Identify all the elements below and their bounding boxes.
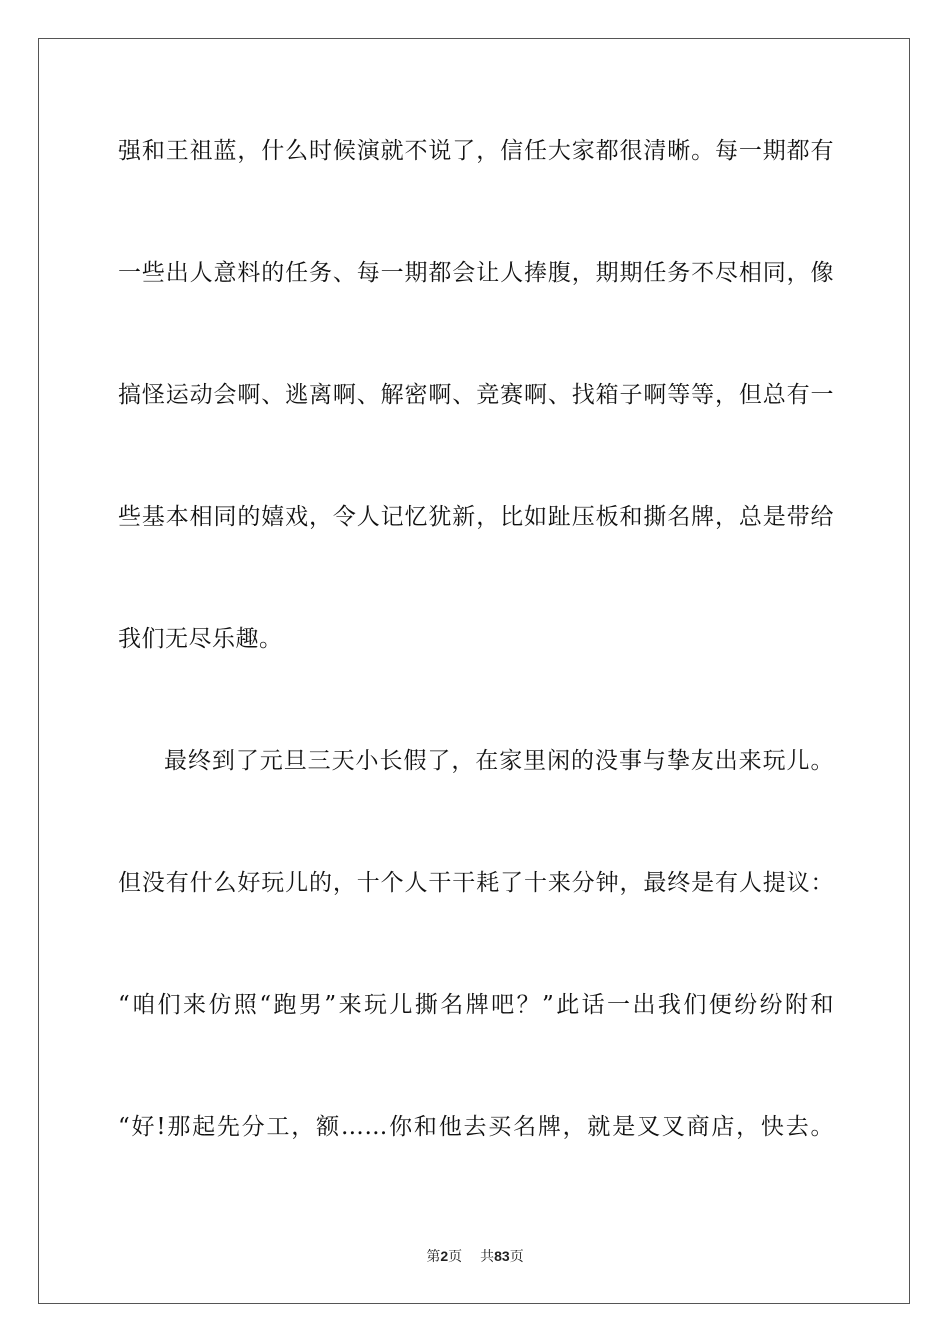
page-footer bbox=[0, 1246, 950, 1267]
body-line-1: 强和王祖蓝，什么时候演就不说了，信任大家都很清晰。每一期都有 bbox=[118, 138, 834, 164]
body-line-2: 一些出人意料的任务、每一期都会让人捧腹，期期任务不尽相同，像 bbox=[118, 260, 834, 286]
body-line-6: 最终到了元旦三天小长假了，在家里闲的没事与挚友出来玩儿。 bbox=[164, 748, 834, 774]
body-line-8: “咱们来仿照“跑男”来玩儿撕名牌吧？”此话一出我们便纷纷附和 bbox=[118, 992, 834, 1018]
page-label: 第2页 bbox=[426, 1248, 463, 1265]
total-label: 共83页 bbox=[480, 1248, 524, 1265]
body-line-5: 我们无尽乐趣。 bbox=[118, 626, 283, 652]
body-line-7: 但没有什么好玩儿的，十个人干干耗了十来分钟，最终是有人提议： bbox=[118, 870, 834, 896]
total-pages: 83 bbox=[494, 1248, 510, 1264]
body-line-3: 搞怪运动会啊、逃离啊、解密啊、竞赛啊、找箱子啊等等，但总有一 bbox=[118, 382, 834, 408]
body-line-4: 些基本相同的嬉戏，令人记忆犹新，比如趾压板和撕名牌，总是带给 bbox=[118, 504, 834, 530]
page-number: 2 bbox=[440, 1248, 449, 1264]
body-line-9: “好!那起先分工，额……你和他去买名牌，就是叉叉商店，快去。 bbox=[118, 1114, 834, 1140]
